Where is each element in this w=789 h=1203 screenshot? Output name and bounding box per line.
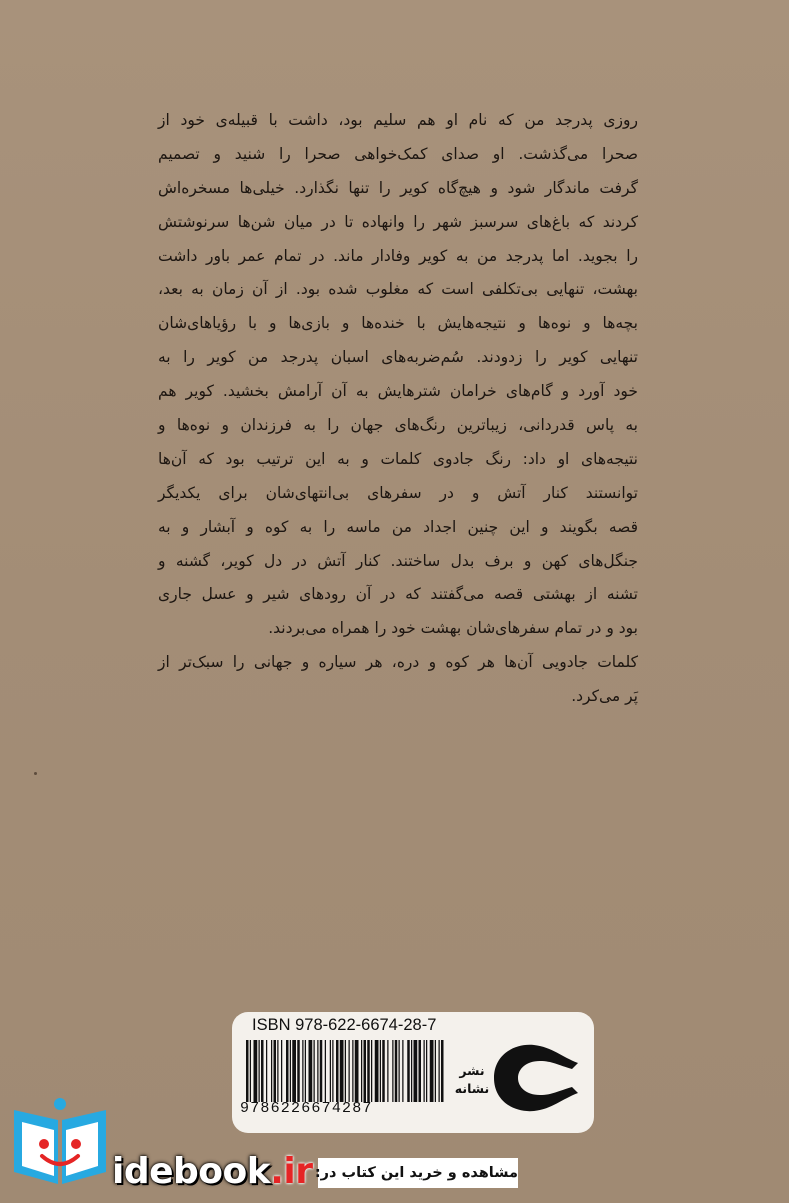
barcode-bar [419,1040,422,1102]
barcode-bar [305,1040,306,1102]
blurb-line: کلمات جادویی آن‌ها هر کوه و دره، هر سیاره و جهانی را سبک‌تر از [158,653,638,672]
barcode [246,1040,444,1102]
watermark-brand[interactable] [112,1150,312,1194]
blurb-line: توانستند کنار آتش و در سفرهای بی‌انتهای‌شان برای یکدیگر [158,483,638,502]
blurb-line: پَر می‌کرد. [571,687,638,706]
blurb-line: بهشت، تنهایی بی‌تکلفی است که مغلوب شده بود. از آن زمان به بعد، [158,280,638,299]
barcode-bar [254,1040,258,1102]
watermark-brand-name: idebook [112,1151,271,1192]
barcode-bar [402,1040,403,1102]
blurb-line: به پاس قدردانی، زیباترین رنگ‌های جهان را به فرزندان و نوه‌ها و [158,416,638,435]
blurb-line: روزی پدرجد من که نام او هم سلیم بود، داشت با قبیله‌ی خود از [158,111,638,129]
blurb-line: بچه‌ها و نوه‌ها و نتیجه‌هایش با خنده‌ها و بازی‌ها و با رؤیاهای‌شان [158,314,638,333]
publisher-line-2: نشانه [454,1081,490,1096]
barcode-bar [274,1040,277,1102]
barcode-bar [382,1040,385,1102]
blurb-line: قصه بگویند و این چنین اجداد من ماسه را به کوه و آبشار و به [158,517,638,536]
back-cover-blurb [158,104,638,714]
barcode-bar [352,1040,353,1102]
barcode-bar [355,1040,359,1102]
barcode-bar [399,1040,400,1102]
barcode-bar [320,1040,323,1102]
barcode-bar [325,1040,326,1102]
barcode-bar [309,1040,313,1102]
blurb-line: جنگل‌های کهن و برف بدل ساختند. کنار آتش در دل کویر، گشنه و [158,551,638,570]
blurb-line: تنهایی کویر را زدودند. سُم‌ضربه‌های اسبان پدرجد من کویر را به [158,348,638,367]
barcode-bar [250,1040,251,1102]
barcode-bar [375,1040,379,1102]
barcode-bar [290,1040,291,1102]
barcode-bar [364,1040,367,1102]
barcode-bar [332,1040,333,1102]
barcode-bar [380,1040,381,1102]
barcode-bar [361,1040,362,1102]
book-icon [8,1092,112,1188]
barcode-bar [345,1040,346,1102]
barcode-bar [286,1040,289,1102]
barcode-bar [371,1040,372,1102]
blurb-line: صحرا می‌گذشت. او صدای کمک‌خواهی صحرا را شنید و تصمیم [158,144,638,163]
barcode-bar [414,1040,418,1102]
blurb-line: گرفت ماندگار شود و هیچ‌گاه کویر را تنها نگذارد. خیلی‌ها مسخره‌اش [158,178,638,197]
barcode-bar [266,1040,267,1102]
blurb-line: تشنه از بهشتی قصه می‌گفتند که در آن رودهای شیر و عسل جاری [158,585,638,604]
barcode-bar [330,1040,331,1102]
barcode-bar [387,1040,388,1102]
barcode-bar [349,1040,350,1102]
barcode-bar [302,1040,303,1102]
barcode-bar [297,1040,300,1102]
barcode-bar [426,1040,427,1102]
watermark-brand-tld: ir [283,1151,313,1192]
barcode-bar [392,1040,393,1102]
barcode-bar [407,1040,410,1102]
barcode-bar [281,1040,282,1102]
blurb-line: را بجوید. اما پدرجد من به کویر وفادار ماند. در تمام عمر باور داشت [158,246,638,265]
barcode-bar [430,1040,434,1102]
barcode-bar [439,1040,440,1102]
barcode-bar [367,1040,370,1102]
publisher-name [452,1062,492,1098]
barcode-bar [435,1040,436,1102]
barcode-bar [441,1040,444,1102]
barcode-bar [411,1040,412,1102]
watermark-cta: مشاهده و خرید این کتاب در: [318,1158,518,1188]
blurb-line: خود آورد و گام‌های خرامان شترهایش به آن آرامش بخشید. کویر هم [158,382,638,401]
watermark-brand-dot: . [270,1151,284,1192]
decorative-dot [34,772,37,775]
barcode-bar [395,1040,398,1102]
barcode-bar [292,1040,296,1102]
barcode-bar [336,1040,339,1102]
barcode-bar [314,1040,315,1102]
barcode-bar [246,1040,249,1102]
barcode-bar [317,1040,318,1102]
isbn-digits: 9786226674287 [240,1100,373,1117]
publisher-line-1: نشر [459,1063,485,1078]
barcode-bar [271,1040,272,1102]
blurb-line: نتیجه‌های او داد: رنگ جادوی کلمات و به این ترتیب بود که آن‌ها [158,449,638,468]
barcode-bar [277,1040,278,1102]
blurb-line: بود و در تمام سفرهای‌شان بهشت خود را همراه می‌بردند. [268,619,638,638]
barcode-bar [259,1040,260,1102]
barcode-bar [261,1040,264,1102]
barcode-bar [340,1040,344,1102]
isbn-label: ISBN 978-622-6674-28-7 [252,1016,437,1034]
blurb-line: کردند که باغ‌های سرسبز شهر را وانهاده تا در میان شن‌ها سرنوشتش [158,212,638,231]
barcode-bar [424,1040,425,1102]
